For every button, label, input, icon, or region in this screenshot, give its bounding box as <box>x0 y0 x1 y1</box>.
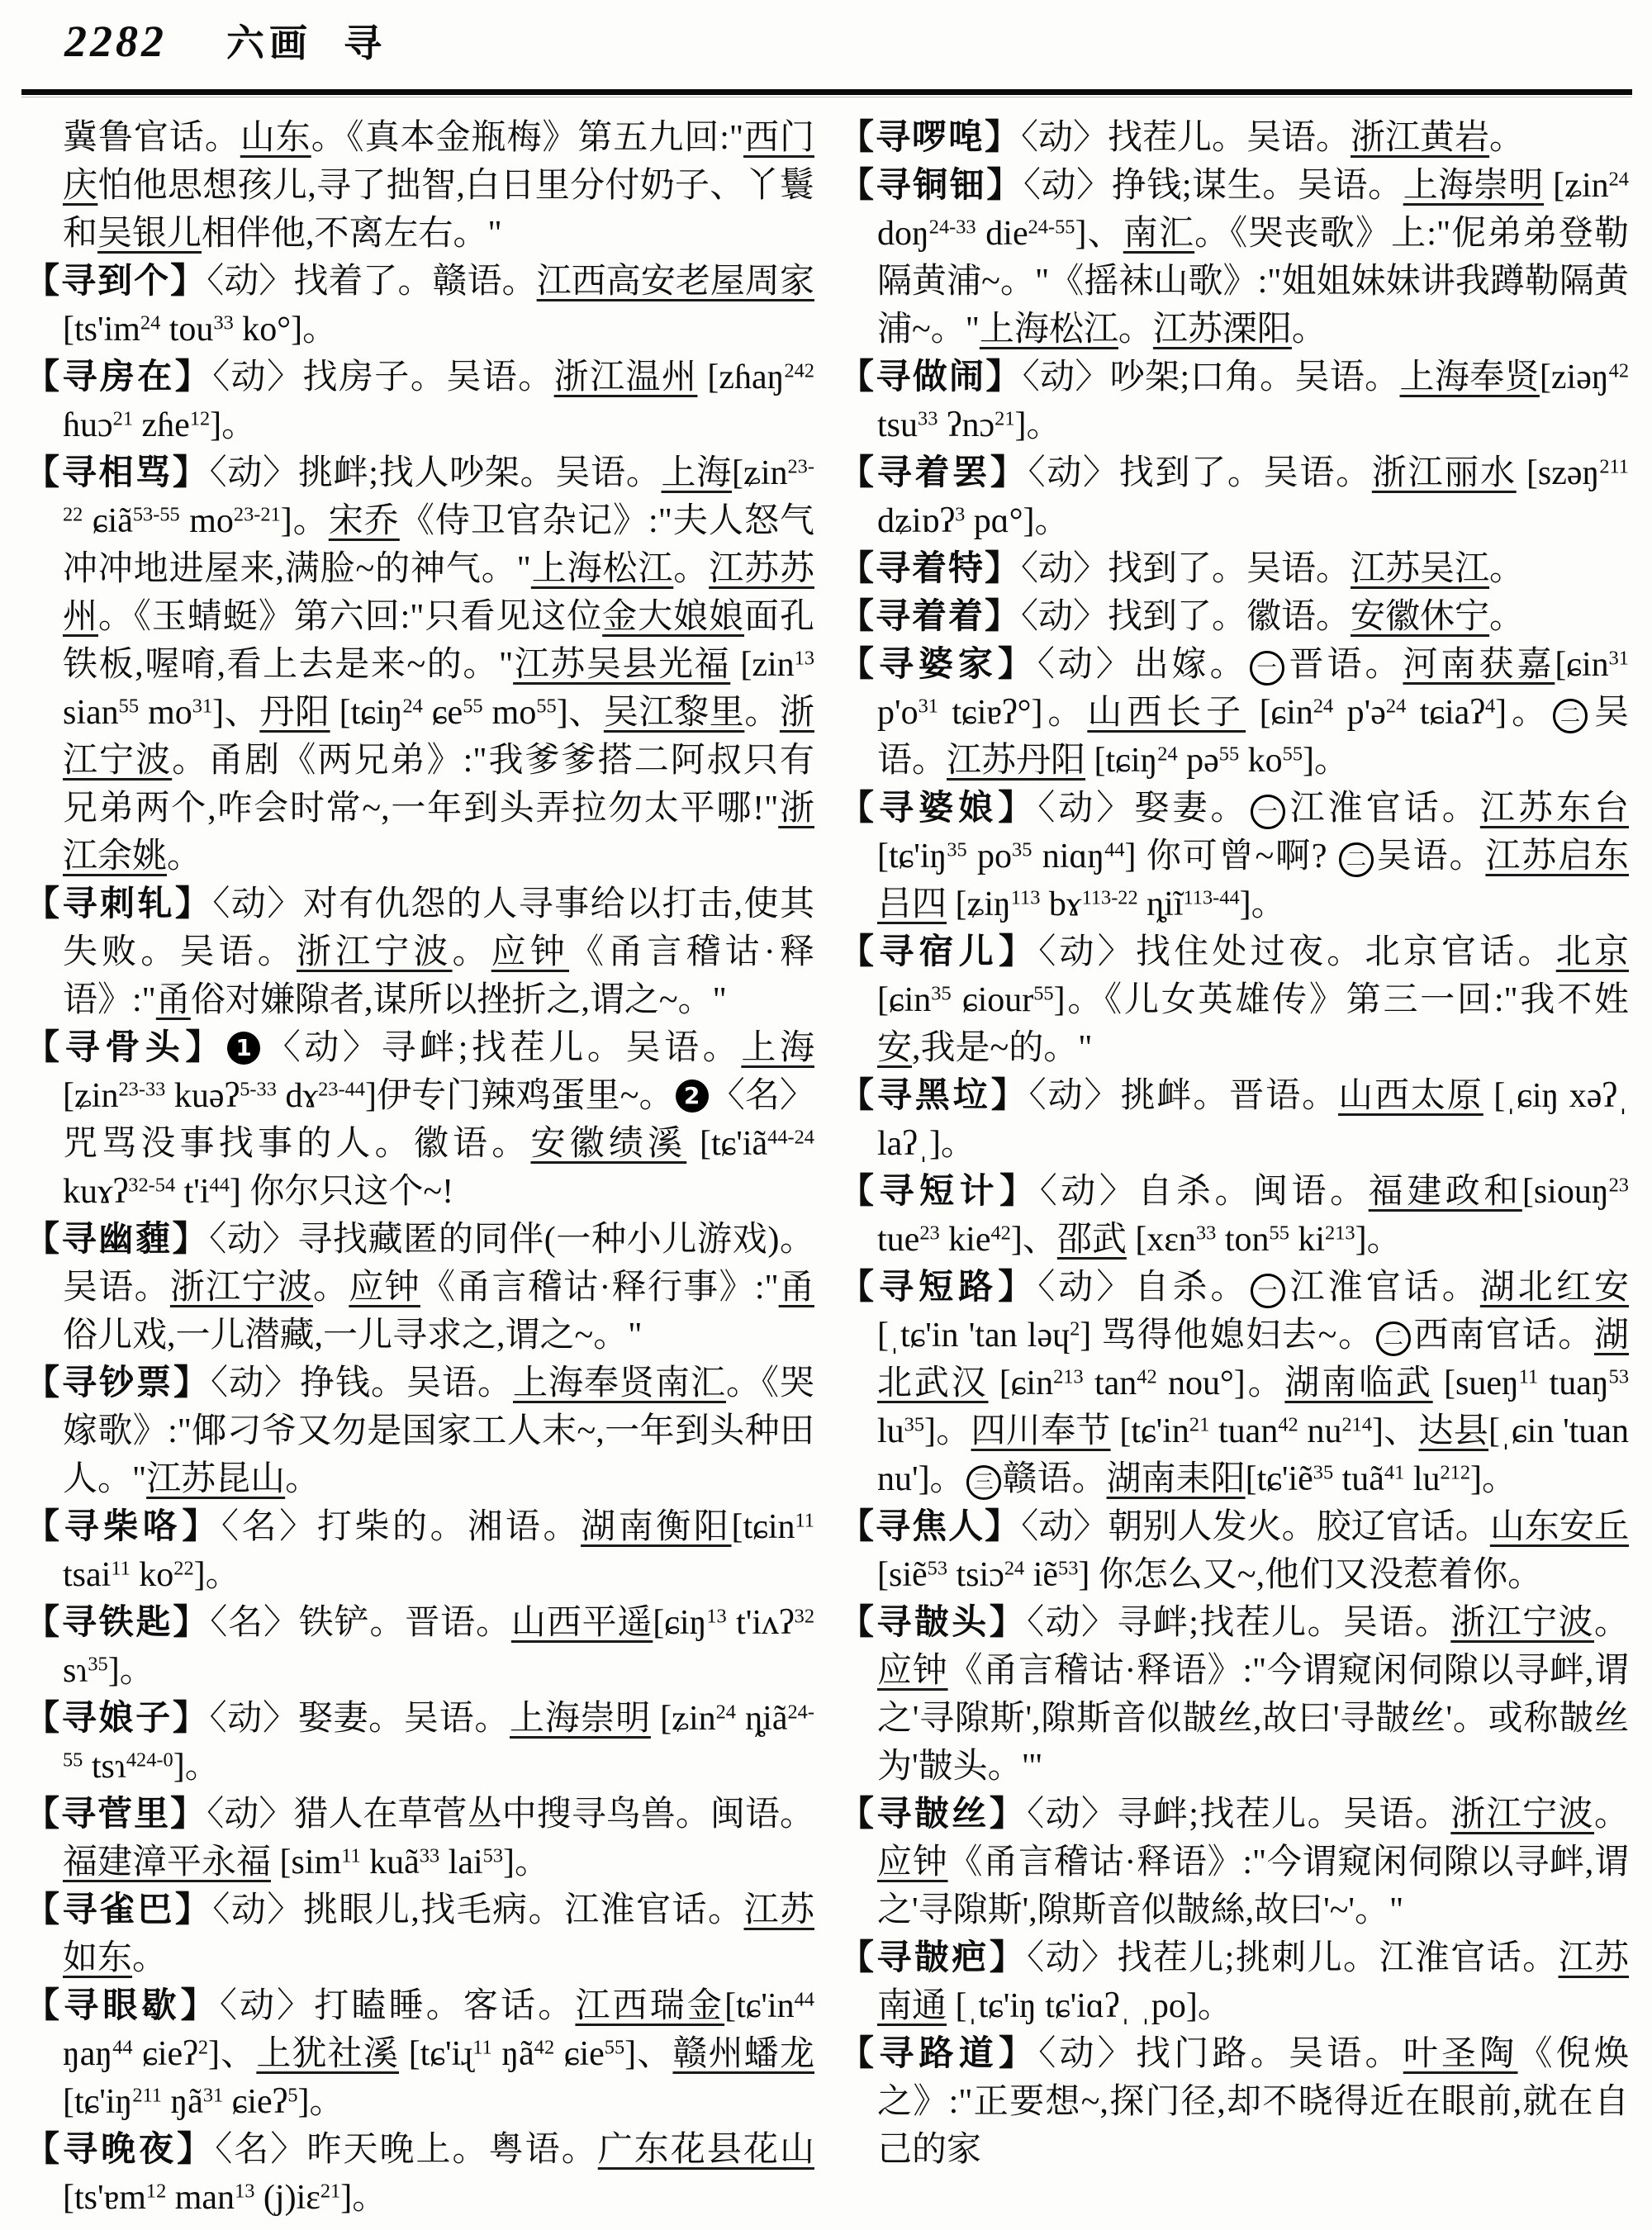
dictionary-entry: 【寻幽薶】〈动〉寻找藏匿的同伴(一种小儿游戏)。吴语。浙江宁波。应钟《甬言稽诂·释行事》:"甬俗儿戏,一儿潜藏,一儿寻求之,谓之~。" <box>25 1221 814 1355</box>
dictionary-entry: 【寻路道】〈动〉找门路。吴语。叶圣陶《倪焕之》:"正要想~,探门径,却不晓得近在眼前,就在自己的家 <box>839 2035 1629 2169</box>
dictionary-entry: 【寻到个】〈动〉找着了。赣语。江西高安老屋周家 [$ts'im^{24}$ tou$^{33}$ ko°]。 <box>25 263 814 349</box>
dictionary-entry: 【寻铜钿】〈动〉挣钱;谋生。吴语。上海崇明 [ʑin$^{24}$ doŋ$^{24-33}$ die$^{24-55}$]、南汇。《哭丧歌》上:"伲弟弟登勒隔黄浦~。"《摇袜山歌》:"姐姐妹妹讲我蹲勒隔黄浦~。"上海松江。江苏溧阳。 <box>839 167 1629 349</box>
entry-headword: 【寻短路】 <box>839 1269 1038 1307</box>
left-text-column <box>25 114 814 2222</box>
dictionary-entry: 【寻刺轧】〈动〉对有仇怨的人寻事给以打击,使其失败。吴语。浙江宁波。应钟《甬言稽诂·释语》:"甬俗对嫌隙者,谋所以挫折之,谓之~。" <box>25 885 814 1019</box>
entry-headword: 【寻着特】 <box>839 550 1022 588</box>
entry-headword: 【寻晚夜】 <box>25 2131 216 2169</box>
entry-headword: 【寻黑垃】 <box>839 1077 1029 1115</box>
dictionary-entry: 【寻相骂】〈动〉挑衅;找人吵架。吴语。上海[ʑin$^{23-22}$ ɕiã$^{53-55}$ $mo^{23-21}$]。宋乔《侍卫官杂记》:"夫人怒气冲冲地进屋来,满脸~的神气。"上海松江。江苏苏州。《玉蜻蜓》第六回:"只看见这位金大娘娘面孔铁板,喔唷,看上去是来~的。"江苏吴县光福 [zin$^{13}$ sian$^{55}$ $mo^{31}$]、丹阳 [tɕiŋ$^{24}$ ɕe$^{55}$ $mo^{55}$]、吴江黎里。浙江宁波。甬剧《两兄弟》:"我爹爹搭二阿叔只有兄弟两个,咋会时常~,一年到头弄拉勿太平哪!"浙江余姚。 <box>25 454 814 875</box>
entry-headword: 【寻着着】 <box>839 598 1022 636</box>
dictionary-entry: 【寻黑垃】〈动〉挑衅。晋语。山西太原 [ˌɕiŋ xəʔˌ laʔˌ]。 <box>839 1077 1629 1163</box>
dictionary-entry: 【寻短路】〈动〉自杀。 一 江淮官话。湖北红安[ˌtɕ'in 'tan ləɥ$^2$] 骂得他媳妇去~。 二 西南官话。湖北武汉 [ɕin$^{213}$ $\tan^{42} nou^\circ$]。湖南临武 [sueŋ$^{11}$ tuaŋ$^{53}$ $lu^{35}$]。四川奉节 [$tɕ'in^{21}$ tuan$^{42}$ $nu^{214}$]、达县[ˌɕin 'tuan nu']。 三 赣语。湖南耒阳[tɕ'iẽ$^{35}$ tuã$^{41}$ $lu^{212}$]。 <box>839 1269 1629 1498</box>
dictionary-entry: 【寻做闹】〈动〉吵架;口角。吴语。上海奉贤[ziəŋ$^{42}$ tsu$^{33}$ ʔnɔ$^{21}$]。 <box>839 358 1629 444</box>
entry-headword: 【寻雀巴】 <box>25 1891 213 1929</box>
dictionary-entry: 【寻皵头】〈动〉寻衅;找茬儿。吴语。浙江宁波。应钟《甬言稽诂·释语》:"今谓窥闲伺隙以寻衅,谓之'寻隙斯',隙斯音似皵丝,故曰'寻皵丝'。或称皵丝为'皵头。'" <box>839 1604 1629 1786</box>
dictionary-entry: 【寻啰唣】〈动〉找茬儿。吴语。浙江黄岩。 <box>839 119 1525 157</box>
entry-headword: 【寻短计】 <box>839 1173 1040 1211</box>
entry-headword: 【寻柴咯】 <box>25 1508 222 1546</box>
header-divider-rule <box>21 89 1632 95</box>
entry-headword: 【寻菅里】 <box>25 1796 207 1834</box>
entry-headword: 【寻皵疤】 <box>839 1939 1028 1977</box>
radical-character: 寻 <box>344 22 382 64</box>
entry-headword: 【寻到个】 <box>25 263 207 301</box>
dictionary-entry: 【寻着罢】〈动〉找到了。吴语。浙江丽水 [szəŋ$^{211}$ dʑiɒʔ$^3$ pɑ°]。 <box>839 454 1629 540</box>
dictionary-entry: 【寻房在】〈动〉找房子。吴语。浙江温州 [zɦaŋ$^{242}$ ɦuɔ$^{21}$ zɦe$^{12}$]。 <box>25 358 814 444</box>
dictionary-entry: 【寻钞票】〈动〉挣钱。吴语。上海奉贤南汇。《哭嫁歌》:"倻刁爷又勿是国家工人末~,一年到头种田人。"江苏昆山。 <box>25 1364 814 1498</box>
dictionary-entry: 【寻宿儿】〈动〉找住处过夜。北京官话。北京 [ɕin$^{35}$ ɕiour$^{55}$]。《儿女英雄传》第三一回:"我不姓安,我是~的。" <box>839 933 1629 1067</box>
entry-headword: 【寻做闹】 <box>839 358 1023 396</box>
entry-headword: 【寻宿儿】 <box>839 933 1039 971</box>
dictionary-entry: 【寻婆家】〈动〉出嫁。 一 晋语。河南获嘉[ɕin$^{31}$ $p'o^{31}$ tɕiɐʔ°]。山西长子 [ɕin$^{24}$ p'ə$^{24}$ tɕiaʔ$^4$]。 二 吴语。江苏丹阳 [tɕiŋ$^{24}$ pə$^{55}$ $ko^{55}$]。 <box>839 646 1629 780</box>
dictionary-entry: 【寻柴咯】〈名〉打柴的。湘语。湖南衡阳[tɕin$^{11}$ tsai$^{11}$ $ko^{22}$]。 <box>25 1508 814 1594</box>
entry-headword: 【寻婆家】 <box>839 646 1037 684</box>
entry-headword: 【寻骨头】 <box>25 1029 226 1067</box>
dictionary-entry: 【寻短计】〈动〉自杀。闽语。福建政和[siouŋ$^{23}$ tue$^{23}$ kie$^{42}$]、邵武 [xɛn$^{33}$ ton$^{55}$ $ki^{213}$]。 <box>839 1173 1629 1259</box>
entry-headword: 【寻着罢】 <box>839 454 1028 492</box>
page-header <box>64 13 382 68</box>
continued-paragraph: 冀鲁官话。山东。《真本金瓶梅》第五九回:"西门庆怕他思想孩儿,寻了拙智,白日里分付奶子、丫鬟和吴银儿相伴他,不离左右。" <box>63 119 814 253</box>
dictionary-entry: 【寻皵丝】〈动〉寻衅;找茬儿。吴语。浙江宁波。应钟《甬言稽诂·释语》:"今谓窥闲伺隙以寻衅,谓之'寻隙斯',隙斯音似皵絲,故曰'~'。" <box>839 1796 1629 1929</box>
entry-headword: 【寻路道】 <box>839 2035 1039 2073</box>
dictionary-entry: 【寻着着】〈动〉找到了。徽语。安徽休宁。 <box>839 598 1525 636</box>
entry-headword: 【寻婆娘】 <box>839 790 1038 828</box>
dictionary-entry: 【寻雀巴】〈动〉挑眼儿,找毛病。江淮官话。江苏如东。 <box>25 1891 814 1977</box>
dictionary-entry: 【寻铁匙】〈名〉铁铲。晋语。山西平遥[ɕiŋ$^{13}$ t'iʌʔ$^{32}$ sɿ$^{35}$]。 <box>25 1604 814 1690</box>
dictionary-entry: 【寻骨头】 1 〈动〉寻衅;找茬儿。吴语。上海[ʑin$^{23-33}$ kuəʔ$^{5-33}$ dɤ$^{23-44}$]伊专门辣鸡蛋里~。 2 〈名〉咒骂没事找事的人。徽语。安徽绩溪 [$tɕ'iã^{44-24}$ kuɤʔ$^{32-54}$ $t'i^{44}$] 你尔只这个~! <box>25 1029 814 1211</box>
entry-headword: 【寻钞票】 <box>25 1364 211 1402</box>
entry-headword: 【寻焦人】 <box>839 1508 1022 1546</box>
entry-headword: 【寻啰唣】 <box>839 119 1022 157</box>
page-number: 2282 <box>64 17 167 66</box>
dictionary-entry: 【寻晚夜】〈名〉昨天晚上。粤语。广东花县花山 [ts'ɐm$^{12}$ man$^{13}$ (j)iɛ$^{21}$]。 <box>25 2131 814 2217</box>
section-label: 六画 <box>226 22 312 64</box>
entry-headword: 【寻铜钿】 <box>839 167 1023 205</box>
entry-headword: 【寻铁匙】 <box>25 1604 211 1642</box>
dictionary-entry: 【寻皵疤】〈动〉找茬儿;挑刺儿。江淮官话。江苏南通 [ˌtɕ'iŋ tɕ'iɑʔˌ ˌpo]。 <box>839 1939 1629 2025</box>
dictionary-entry: 【寻焦人】〈动〉朝别人发火。胶辽官话。山东安丘 [siẽ$^{53}$ tsiɔ$^{24}$ iẽ$^{53}$] 你怎么又~,他们又没惹着你。 <box>839 1508 1629 1594</box>
dictionary-entry: 【寻着特】〈动〉找到了。吴语。江苏吴江。 <box>839 550 1525 588</box>
entry-headword: 【寻相骂】 <box>25 454 210 492</box>
entry-headword: 【寻刺轧】 <box>25 885 213 923</box>
entry-headword: 【寻眼歇】 <box>25 1987 220 2025</box>
dictionary-entry: 【寻眼歇】〈动〉打瞌睡。客话。江西瑞金[$tɕ'in^{44}$ ŋaŋ$^{44}$ ɕieʔ$^2$]、上犹社溪 [tɕ'iɻ$^{11}$ $ŋã^{42}$ ɕie$^{55}$]、赣州蟠龙 [$tɕ'iŋ^{211}$ $ŋã^{31}$ ɕieʔ$^5$]。 <box>25 1987 814 2121</box>
entry-headword: 【寻娘子】 <box>25 1700 210 1738</box>
dictionary-entry: 【寻娘子】〈动〉娶妻。吴语。上海崇明 [ʑin$^{24}$ ȵiã$^{24-55}$ tsɿ$^{424-0}$]。 <box>25 1700 814 1786</box>
entry-headword: 【寻皵丝】 <box>839 1796 1028 1834</box>
dictionary-entry: 【寻婆娘】〈动〉娶妻。 一 江淮官话。江苏东台 [$tɕ'iŋ^{35}$ $po^{35}$ niɑŋ$^{44}$] 你可曾~啊? 二 吴语。江苏启东吕四 [ʑiŋ$^{113}$ bɤ$^{113-22}$ ȵiĩ$^{113-44}$]。 <box>839 790 1629 923</box>
dictionary-entry: 【寻菅里】〈动〉猎人在草菅丛中搜寻鸟兽。闽语。福建漳平永福 [sim$^{11}$ kuã$^{33}$ lai$^{53}$]。 <box>25 1796 814 1881</box>
entry-headword: 【寻房在】 <box>25 358 213 396</box>
entry-headword: 【寻幽薶】 <box>25 1221 210 1259</box>
entry-headword: 【寻皵头】 <box>839 1604 1028 1642</box>
right-text-column <box>839 114 1629 2174</box>
